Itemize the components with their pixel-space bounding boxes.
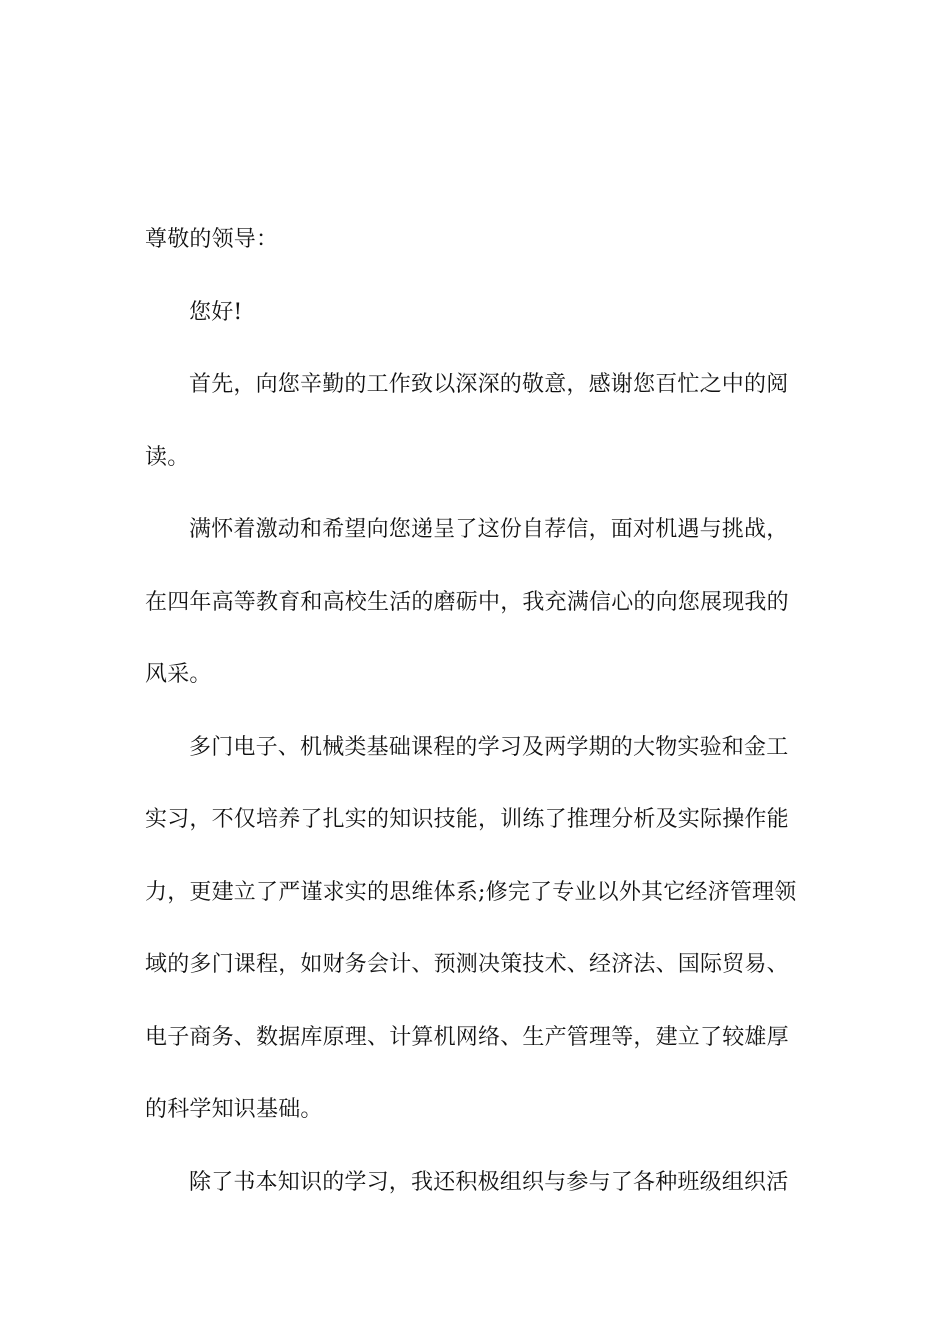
paragraph-line: 在四年高等教育和高校生活的磨砺中，我充满信心的向您展现我的 xyxy=(145,589,789,615)
paragraph-line: 力，更建立了严谨求实的思维体系;修完了专业以外其它经济管理领 xyxy=(145,879,797,905)
letter-body xyxy=(145,204,807,1219)
paragraph-line: 域的多门课程，如财务会计、预测决策技术、经济法、国际贸易、 xyxy=(145,952,789,977)
paragraph-line: 首先，向您辛勤的工作致以深深的敬意，感谢您百忙之中的阅 xyxy=(189,372,789,397)
salutation: 尊敬的领导： xyxy=(145,227,279,252)
paragraph-line: 除了书本知识的学习，我还积极组织与参与了各种班级组织活 xyxy=(189,1169,789,1195)
greeting: 您好! xyxy=(189,299,243,325)
paragraph-line: 实习，不仅培养了扎实的知识技能，训练了推理分析及实际操作能 xyxy=(145,807,789,832)
paragraph-line: 电子商务、数据库原理、计算机网络、生产管理等，建立了较雄厚 xyxy=(145,1024,789,1050)
paragraph-line: 读。 xyxy=(145,444,190,470)
paragraph-line: 的科学知识基础。 xyxy=(145,1097,323,1122)
paragraph-line: 多门电子、机械类基础课程的学习及两学期的大物实验和金工 xyxy=(189,734,789,760)
paragraph-line: 满怀着激动和希望向您递呈了这份自荐信，面对机遇与挑战， xyxy=(189,517,789,542)
paragraph-line: 风采。 xyxy=(145,662,212,687)
